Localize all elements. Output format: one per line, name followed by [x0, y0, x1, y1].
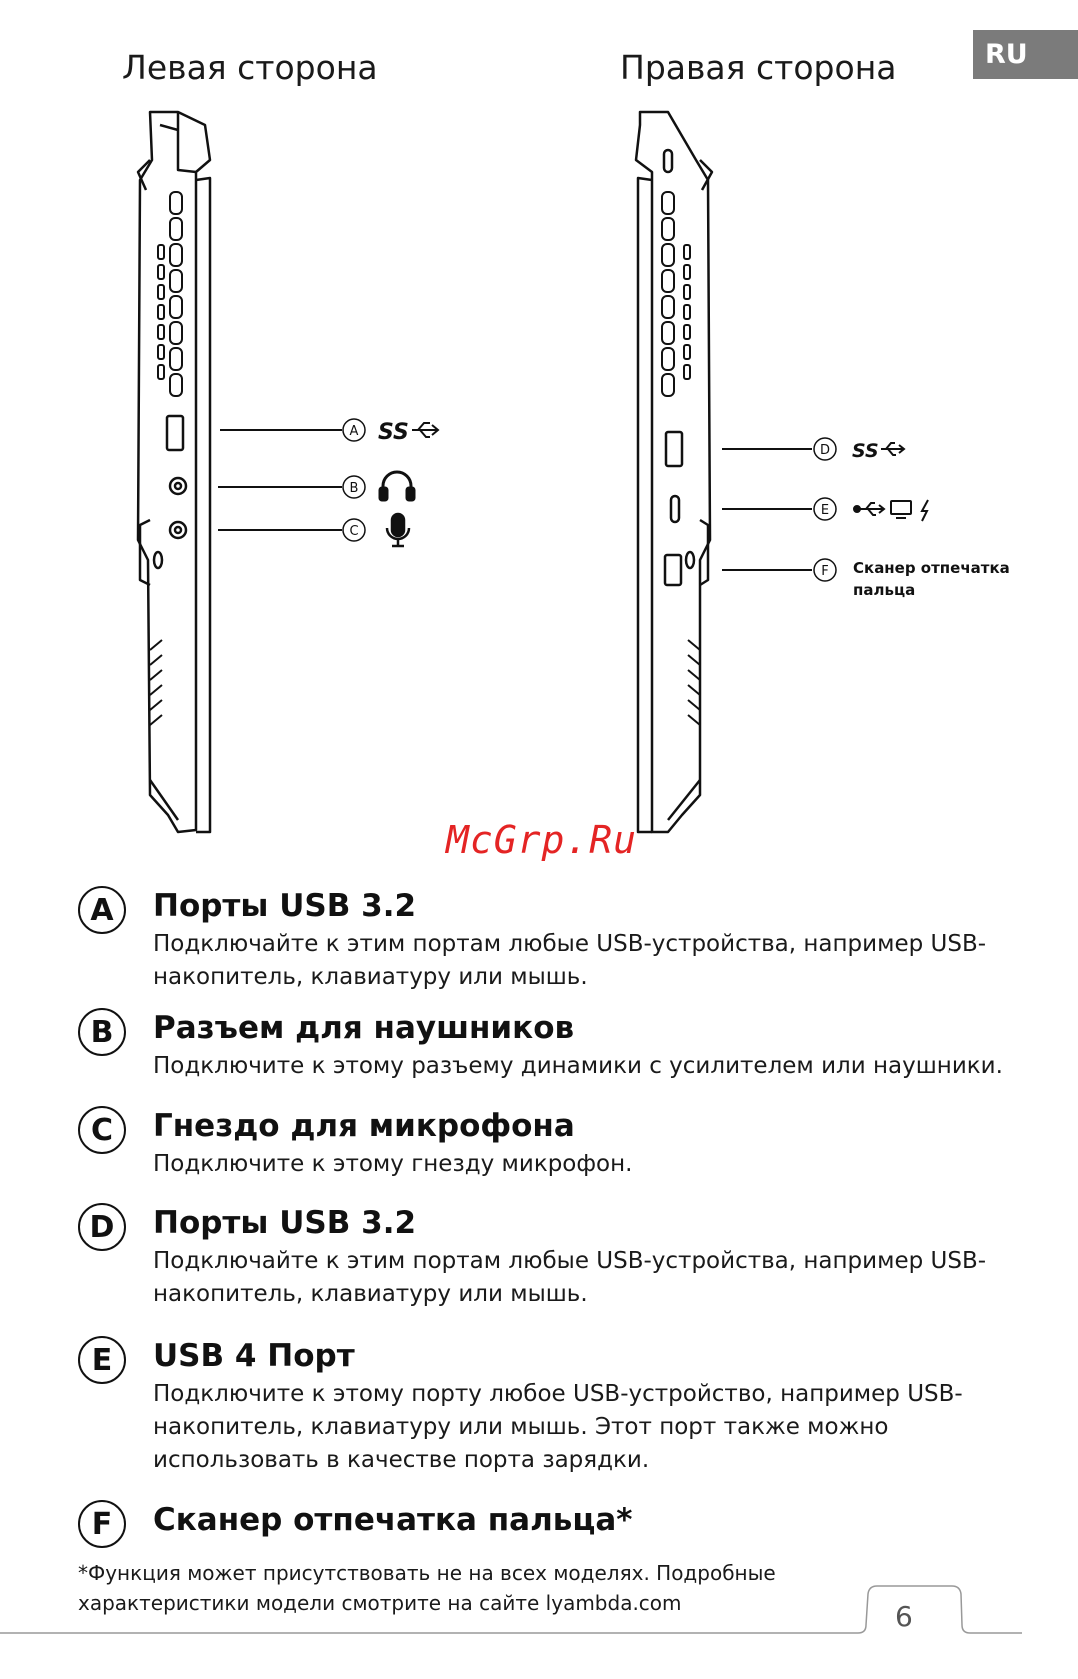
item-d-title: Порты USB 3.2 [153, 1205, 417, 1241]
callout-d: D [819, 443, 831, 458]
headphones-icon [380, 472, 414, 500]
item-e-title: USB 4 Порт [153, 1338, 355, 1374]
usb-display-power-icon [854, 500, 928, 521]
item-a-title: Порты USB 3.2 [153, 888, 417, 924]
left-laptop-illustration [138, 112, 210, 832]
usb-ss-icon-d [852, 440, 904, 462]
item-d-desc: Подключайте к этим портам любые USB-устройства, например USB-накопитель, клавиатуру или мышь. [153, 1248, 987, 1307]
item-a-badge: A [78, 886, 126, 934]
callout-c: C [349, 524, 359, 539]
item-c-desc: Подключите к этому гнезду микрофон. [153, 1151, 633, 1177]
svg-text:SS: SS [378, 420, 409, 445]
callout-f: F [821, 564, 829, 579]
item-b-badge: B [78, 1008, 126, 1056]
item-b-title: Разъем для наушников [153, 1010, 575, 1046]
usb-ss-icon-a [378, 420, 438, 445]
item-e-desc: Подключите к этому порту любое USB-устройство, например USB-накопитель, клавиатуру или мышь. Этот порт также можно использовать в качестве порта зарядки. [153, 1381, 963, 1473]
microphone-icon [387, 514, 409, 546]
item-f-badge: F [78, 1500, 126, 1548]
item-a-desc: Подключайте к этим портам любые USB-устройства, например USB-накопитель, клавиатуру или мышь. [153, 931, 987, 990]
callout-e: E [820, 503, 830, 518]
callout-b: B [349, 481, 359, 496]
left-side-title: Левая сторона [122, 48, 378, 87]
callout-a: A [349, 424, 359, 439]
item-d-badge: D [78, 1203, 126, 1251]
right-laptop-illustration [636, 112, 712, 832]
fingerprint-callout-label: Сканер отпечатка пальца [853, 559, 1010, 599]
language-label: RU [985, 39, 1028, 70]
item-c-badge: C [78, 1106, 126, 1154]
page-number: 6 [895, 1600, 913, 1633]
watermark: McGrp.Ru [446, 818, 638, 862]
item-c-title: Гнездо для микрофона [153, 1108, 575, 1144]
footnote: *Функция может присутствовать не на всех моделях. Подробные характеристики модели смотрите на сайте lyambda.com [78, 1561, 776, 1615]
item-f-title: Сканер отпечатка пальца* [153, 1502, 633, 1538]
svg-text:SS: SS [852, 440, 879, 462]
item-b-desc: Подключите к этому разъему динамики с усилителем или наушники. [153, 1053, 1003, 1079]
page-footer-line [0, 1580, 1078, 1640]
item-e-badge: E [78, 1336, 126, 1384]
right-side-title: Правая сторона [620, 48, 897, 87]
